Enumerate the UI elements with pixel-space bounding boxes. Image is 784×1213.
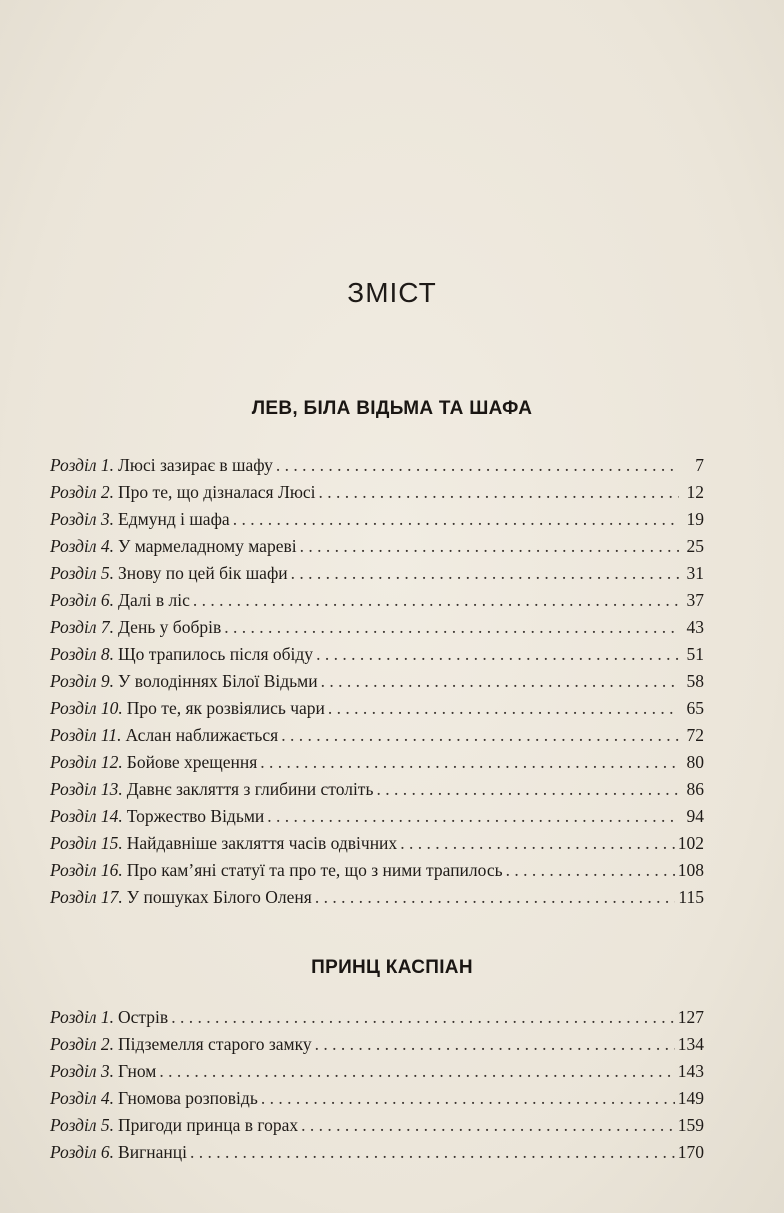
toc-entry-title: Вигнанці [118, 1142, 187, 1162]
toc-dot-leader [400, 830, 675, 857]
toc-dot-leader [233, 506, 679, 533]
toc-entry-label: Розділ 1. [50, 1007, 115, 1027]
toc-entry-title: Знову по цей бік шафи [118, 563, 288, 583]
toc-dot-leader [260, 749, 679, 776]
toc-entry-title: Далі в ліс [118, 590, 190, 610]
toc-entry-label: Розділ 3. [50, 509, 115, 529]
toc-entry-page-number: 170 [677, 1142, 704, 1162]
toc-entry-page-number: 19 [686, 509, 704, 529]
toc-entry-label: Розділ 9. [50, 671, 115, 691]
toc-entry-title: Аслан наближається [125, 725, 279, 745]
toc-entry-title: Підземелля старого замку [118, 1034, 312, 1054]
toc-entry-label: Розділ 7. [50, 617, 115, 637]
toc-entry [50, 560, 704, 587]
toc-dot-leader [315, 884, 676, 911]
toc-dot-leader [224, 614, 679, 641]
toc-entry-label: Розділ 10. [50, 698, 123, 718]
toc-dot-leader [315, 1031, 675, 1058]
toc-entry-page-number: 37 [686, 590, 704, 610]
toc-entry-title: Про те, як розвіялись чари [126, 698, 325, 718]
section-heading-prince-caspian: ПРИНЦ КАСПІАН [311, 957, 473, 978]
toc-entry-title: Люсі зазирає в шафу [118, 455, 273, 475]
toc-entry [50, 1112, 704, 1139]
toc-entry-page-number: 58 [686, 671, 704, 691]
toc-dot-leader [301, 1112, 675, 1139]
toc-entry [50, 641, 704, 668]
toc-dot-leader [300, 533, 679, 560]
toc-entry [50, 1058, 704, 1085]
toc-entry-label: Розділ 2. [50, 482, 115, 502]
toc-entry-label: Розділ 17. [50, 887, 123, 907]
toc-entry-label: Розділ 15. [50, 833, 123, 853]
toc-entry [50, 830, 704, 857]
toc-entry-title: Про те, що дізналася Люсі [118, 482, 316, 502]
toc-dot-leader [281, 722, 679, 749]
toc-entry-label: Розділ 5. [50, 563, 115, 583]
toc-entry-title: У мармеладному мареві [118, 536, 297, 556]
contents-title: ЗМІСТ [347, 277, 437, 308]
toc-entry-label: Розділ 13. [50, 779, 123, 799]
toc-entry-page-number: 102 [677, 833, 704, 853]
toc-dot-leader [261, 1085, 675, 1112]
toc-entry [50, 695, 704, 722]
toc-entry [50, 506, 704, 533]
toc-entry-label: Розділ 4. [50, 1088, 115, 1108]
toc-entry-page-number: 149 [677, 1088, 704, 1108]
toc-entry-page-number: 115 [678, 887, 704, 907]
toc-entry-page-number: 94 [686, 806, 704, 826]
toc-entry-page-number: 159 [677, 1115, 704, 1135]
toc-entry-label: Розділ 16. [50, 860, 123, 880]
toc-entry-label: Розділ 6. [50, 590, 115, 610]
toc-entry-page-number: 7 [695, 455, 704, 475]
toc-dot-leader [321, 668, 679, 695]
toc-entry-page-number: 86 [686, 779, 704, 799]
toc-entry-label: Розділ 5. [50, 1115, 115, 1135]
toc-entry-page-number: 108 [677, 860, 704, 880]
toc-entry-label: Розділ 4. [50, 536, 115, 556]
toc-entry-title: Давнє закляття з глибини століть [126, 779, 374, 799]
toc-list-book-1 [50, 452, 704, 911]
toc-entry [50, 803, 704, 830]
toc-entry [50, 1004, 704, 1031]
toc-list-book-2 [50, 1004, 704, 1166]
toc-dot-leader [506, 857, 675, 884]
toc-dot-leader [267, 803, 679, 830]
toc-entry-title: У пошуках Білого Оленя [126, 887, 312, 907]
toc-entry [50, 749, 704, 776]
toc-entry-title: Едмунд і шафа [118, 509, 230, 529]
toc-entry-title: Торжество Відьми [126, 806, 265, 826]
toc-dot-leader [376, 776, 679, 803]
toc-dot-leader [190, 1139, 675, 1166]
toc-entry-title: Гномова розповідь [118, 1088, 258, 1108]
toc-entry-page-number: 127 [677, 1007, 704, 1027]
toc-entry-label: Розділ 14. [50, 806, 123, 826]
toc-entry-title: Про кам’яні статуї та про те, що з ними трапилось [126, 860, 503, 880]
toc-entry-page-number: 51 [686, 644, 704, 664]
toc-dot-leader [291, 560, 679, 587]
toc-entry-title: Бойове хрещення [126, 752, 258, 772]
toc-entry [50, 452, 704, 479]
toc-dot-leader [316, 641, 679, 668]
toc-entry [50, 533, 704, 560]
toc-entry-page-number: 65 [686, 698, 704, 718]
toc-entry-label: Розділ 6. [50, 1142, 115, 1162]
toc-dot-leader [276, 452, 679, 479]
toc-entry [50, 884, 704, 911]
toc-entry-title: Пригоди принца в горах [118, 1115, 299, 1135]
toc-entry-page-number: 72 [686, 725, 704, 745]
toc-entry-label: Розділ 11. [50, 725, 122, 745]
toc-entry-page-number: 43 [686, 617, 704, 637]
toc-entry-page-number: 25 [686, 536, 704, 556]
section-heading-lion-witch-wardrobe: ЛЕВ, БІЛА ВІДЬМА ТА ШАФА [251, 398, 533, 419]
toc-entry [50, 722, 704, 749]
toc-entry [50, 1139, 704, 1166]
toc-entry-title: День у бобрів [118, 617, 222, 637]
toc-entry [50, 587, 704, 614]
toc-entry-page-number: 80 [686, 752, 704, 772]
toc-entry [50, 776, 704, 803]
toc-entry [50, 1085, 704, 1112]
toc-entry-label: Розділ 12. [50, 752, 123, 772]
toc-dot-leader [328, 695, 679, 722]
toc-entry [50, 857, 704, 884]
toc-entry-title: Острів [118, 1007, 169, 1027]
toc-entry-label: Розділ 3. [50, 1061, 115, 1081]
toc-entry-label: Розділ 2. [50, 1034, 115, 1054]
toc-entry-title: У володіннях Білої Відьми [118, 671, 318, 691]
toc-entry [50, 1031, 704, 1058]
toc-entry-page-number: 134 [677, 1034, 704, 1054]
toc-entry-page-number: 143 [677, 1061, 704, 1081]
toc-entry [50, 614, 704, 641]
toc-dot-leader [159, 1058, 674, 1085]
toc-entry-page-number: 31 [686, 563, 704, 583]
toc-dot-leader [319, 479, 679, 506]
toc-dot-leader [193, 587, 679, 614]
toc-entry-page-number: 12 [686, 482, 704, 502]
toc-entry-label: Розділ 1. [50, 455, 115, 475]
toc-entry-title: Що трапилось після обіду [118, 644, 314, 664]
toc-entry-title: Найдавніше закляття часів одвічних [126, 833, 398, 853]
toc-entry-title: Гном [118, 1061, 157, 1081]
toc-entry [50, 479, 704, 506]
toc-entry [50, 668, 704, 695]
toc-dot-leader [171, 1004, 675, 1031]
toc-entry-label: Розділ 8. [50, 644, 115, 664]
